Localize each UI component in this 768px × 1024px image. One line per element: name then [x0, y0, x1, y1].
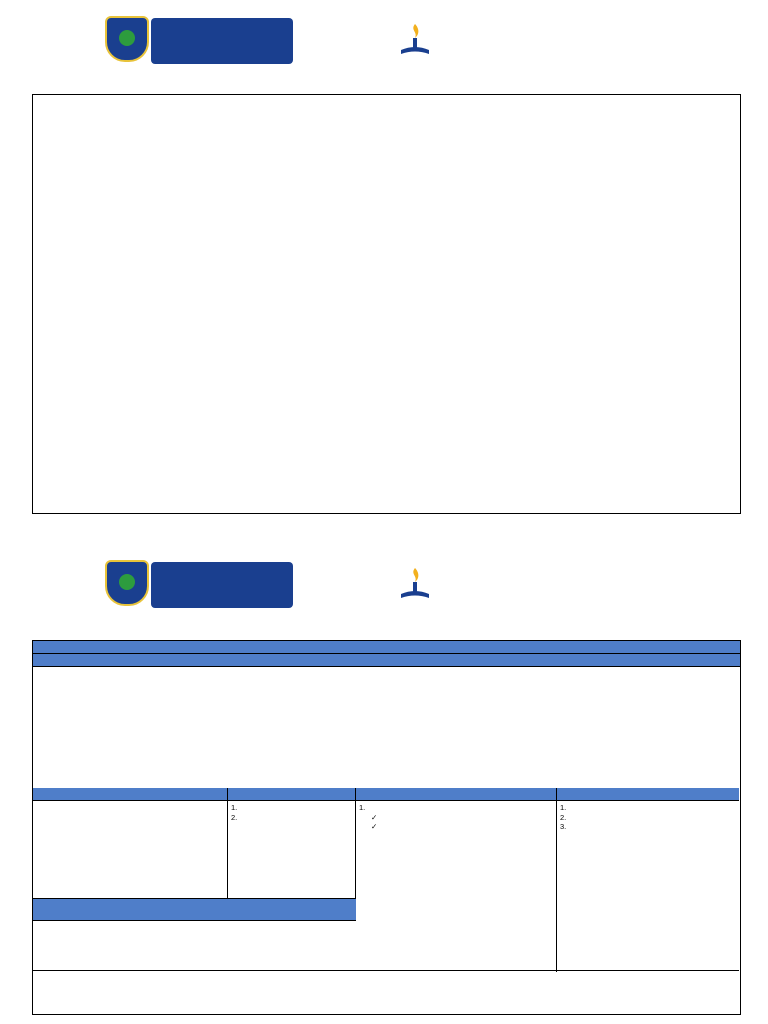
municipal-crest-icon: [105, 16, 149, 62]
municipio-logo: [151, 562, 293, 608]
header-banner-2: [105, 556, 665, 612]
calendar-grid: [32, 94, 741, 514]
periodo-title: [33, 788, 227, 801]
carga-title: [228, 788, 355, 801]
eventos-body: 1. ✓ ✓: [359, 803, 378, 831]
info-columns: [33, 788, 739, 972]
carga-horaria: [228, 788, 356, 898]
legend-subtitle: [33, 654, 740, 667]
eventos-educacionais: [356, 788, 557, 972]
obs-body: 1. 2. 3.: [560, 803, 567, 831]
ciclos-acompanhamento: [33, 898, 356, 972]
municipio-logo: [151, 18, 293, 64]
torch-book-icon: [398, 566, 432, 602]
observacoes: [557, 788, 739, 972]
eventos-title: [356, 788, 556, 801]
legend-panel: [32, 640, 741, 1015]
legend-title: [33, 641, 740, 654]
ciclos-header: [33, 899, 356, 921]
ciclos-list: [33, 921, 356, 922]
periodo-body: [33, 801, 227, 805]
total-dias-letivos: [33, 970, 739, 1014]
obs-title: [557, 788, 739, 801]
header-banner: [105, 12, 665, 68]
municipal-crest-icon: [105, 560, 149, 606]
torch-book-icon: [398, 22, 432, 58]
carga-body: 1. 2.: [231, 803, 238, 822]
periodo-bimestres: [33, 788, 228, 898]
